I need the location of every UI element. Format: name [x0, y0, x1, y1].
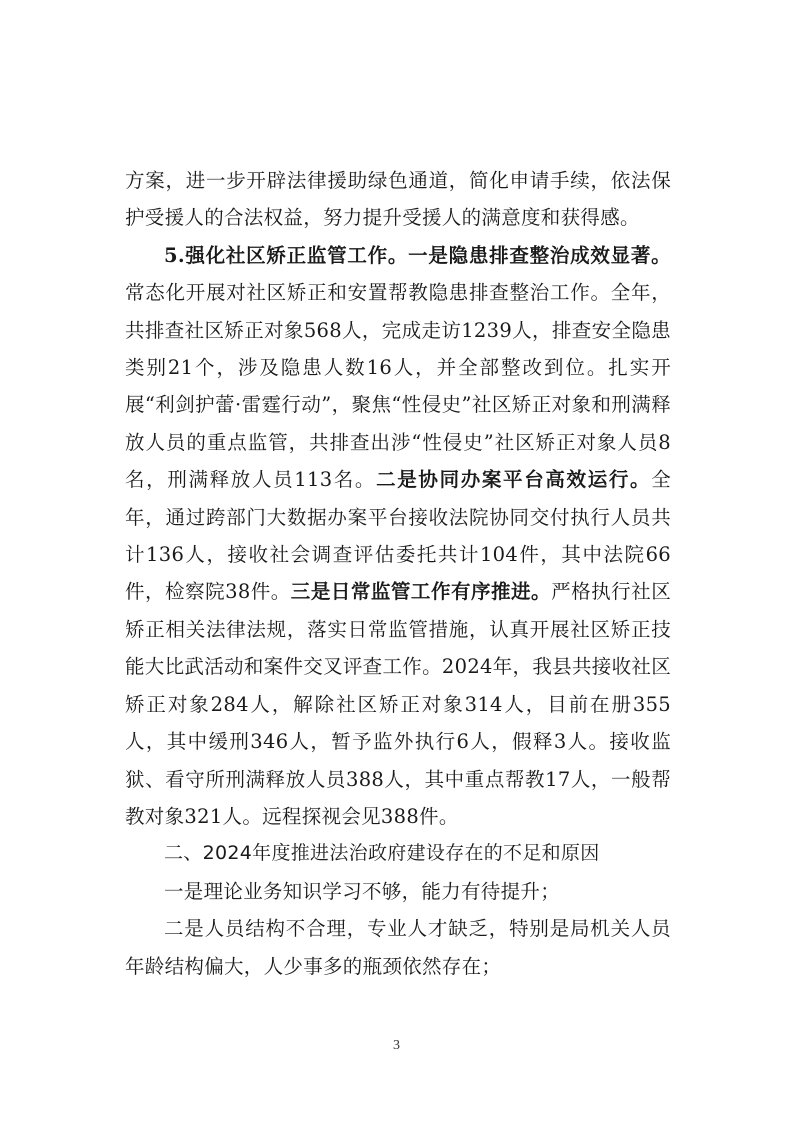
section-heading-shortcomings [125, 835, 671, 872]
paragraph-shortcoming-1 [125, 873, 671, 910]
paragraph-shortcoming-2 [125, 910, 671, 985]
subpoint-title-daily-supervision: 三是日常监管工作有序推进。 [290, 580, 552, 604]
page-number: 3 [393, 1038, 400, 1053]
heading-text: 二、2024年度推进法治政府建设存在的不足和原因 [164, 842, 600, 865]
subpoint-title-collaborative-platform: 二是协同办案平台高效运行。 [376, 468, 652, 492]
paragraph-text: 全年，通过跨部门大数据办案平台接收法院协同交付执行人员共计136人，接收社会调查评估委托共计104件，其中法院66件，检察院38件。 [125, 468, 671, 604]
paragraph-text: 严格执行社区矫正相关法律法规，落实日常监管措施，认真开展社区矫正技能大比武活动和案件交叉评查工作。2024年，我县共接收社区矫正对象284人，解除社区矫正对象314人，目前在册355人，其中缓刑346人，暂予监外执行6人，假释3人。接收监狱、看守所刑满释放人员388人，其中重点帮教17人，一般帮教对象321人。远程探视会见388件。 [125, 580, 672, 828]
paragraph-legal-aid-continued [125, 162, 671, 237]
paragraph-text: 常态化开展对社区矫正和安置帮教隐患排查整治工作。全年，共排查社区矫正对象568人，完成走访1239人，排查安全隐患类别21个，涉及隐患人数16人，并全部整改到位。扎实开展“利剑护蕾·雷霆行动”，聚焦“性侵史”社区矫正对象和刑满释放人员的重点监管，共排查出涉“性侵史”社区矫正对象人员8名，刑满释放人员113名。 [125, 281, 671, 492]
paragraph-text: 方案，进一步开辟法律援助绿色通道，简化申请手续，依法保护受援人的合法权益，努力提升受援人的满意度和获得感。 [125, 169, 671, 230]
body-text [125, 162, 671, 985]
paragraph-community-correction [125, 237, 671, 836]
paragraph-text: 一是理论业务知识学习不够，能力有待提升； [164, 879, 561, 903]
section-title-community-correction: 5.强化社区矫正监管工作。一是隐患排查整治成效显著。 [164, 243, 671, 267]
paragraph-text: 二是人员结构不合理，专业人才缺乏，特别是局机关人员年龄结构偏大，人少事多的瓶颈依然存在； [125, 917, 671, 978]
